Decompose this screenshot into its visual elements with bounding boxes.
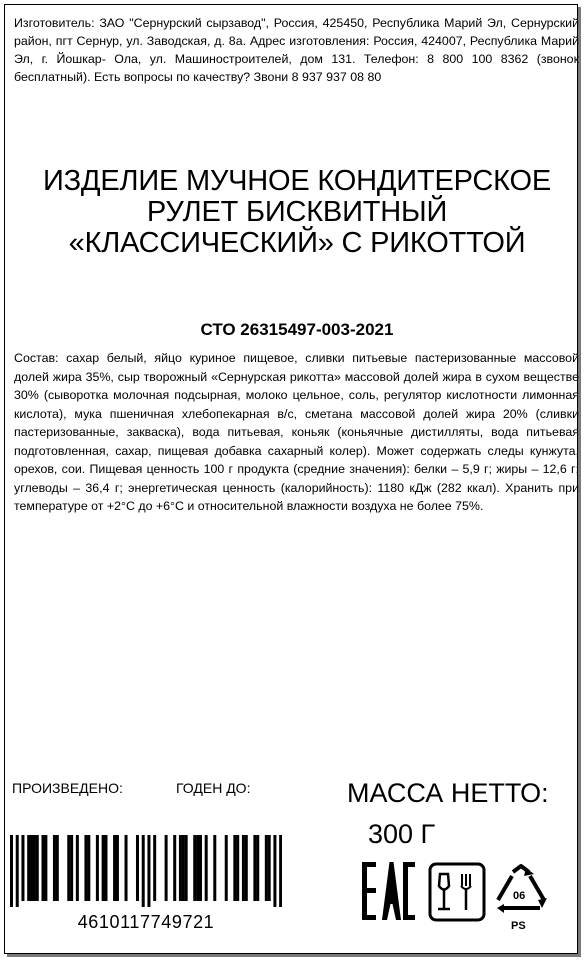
barcode-number: 4610117749721 bbox=[77, 912, 215, 932]
recycling-code: 06 bbox=[513, 890, 526, 902]
product-title bbox=[15, 166, 579, 259]
barcode-bar bbox=[70, 835, 73, 901]
barcode-bar bbox=[21, 835, 24, 901]
barcode-bar bbox=[36, 835, 39, 901]
barcode-bar bbox=[96, 835, 99, 901]
standard-code: СТО 26315497-003-2021 bbox=[200, 320, 394, 339]
product-title-line-2: РУЛЕТ БИСКВИТНЫЙ bbox=[146, 196, 448, 228]
barcode-bar bbox=[213, 835, 216, 901]
barcode-bar bbox=[84, 835, 87, 901]
barcode-bar bbox=[256, 835, 259, 901]
barcode-bar bbox=[76, 835, 79, 901]
barcode-bar bbox=[233, 835, 236, 901]
barcode-bar bbox=[116, 835, 119, 901]
manufacturer-info: Изготовитель: ЗАО "Сернурский сырзавод", Россия, 425450, Республика Марий Эл, Сернурский район, пгт Сернур, ул. Заводская, д. 8а. Адрес изготовления: Россия, 424007, Республика Марий Эл, г. Йошкар- Ола, ул. Машиностроителей, дом 131. Телефон: 8 800 100 8362 (звонок бесплатный). Есть вопросы по качеству? Звони 8 937 937 08 80 bbox=[14, 16, 579, 84]
composition-text: Состав: сахар белый, яйцо куриное пищевое, сливки питьевые пастеризованные массовой долей жира 35%, сыр творожный «Сернурская рикотта» массовой долей жира в сухом веществе 30% (сыворотка молочная подсырная, молоко цельное, соль, регулятор кислотности лимонная кислота), мука пшеничная хлебопекарная в/с, сметана массовой долей жира 20% (сливки пастеризованные, закваска), вода питьевая, коньяк (коньячные дистилляты, вода питьевая подготовленная, сахар, пищевая добавка сахарный колер). Может содержать следы кунжута, орехов, сои. Пищевая ценность 100 г продукта (средние значения): белки – 5,9 г; жиры – 12,6 г; углеводы – 36,4 г; энергетическая ценность (калорийность): 1180 кДж (282 ккал). Хранить при температуре от +2°C до +6°C и относительной влажности воздуха не более 75%. bbox=[14, 351, 579, 513]
barcode-bar bbox=[245, 835, 248, 901]
barcode-bar bbox=[268, 835, 271, 901]
barcode-bar bbox=[196, 835, 199, 901]
product-title-line-3: «КЛАССИЧЕСКИЙ» С РИКОТТОЙ bbox=[68, 227, 526, 259]
barcode-bar bbox=[185, 835, 188, 901]
best-before-label: ГОДЕН ДО: bbox=[176, 780, 251, 796]
barcode-bar bbox=[136, 835, 139, 901]
produced-date-label: ПРОИЗВЕДЕНО: bbox=[12, 780, 123, 796]
barcode-bar bbox=[253, 835, 256, 901]
barcode-bar bbox=[16, 835, 19, 907]
barcode-bar bbox=[265, 835, 268, 901]
product-label bbox=[4, 4, 578, 954]
barcode-bar bbox=[205, 835, 208, 901]
barcode-bar bbox=[33, 835, 36, 901]
barcode-bar bbox=[53, 835, 56, 901]
barcode-bar bbox=[153, 835, 156, 901]
net-weight-value: 300 Г bbox=[368, 819, 436, 849]
barcode-bar bbox=[273, 835, 276, 907]
barcode-bar bbox=[199, 835, 202, 901]
barcode-bar bbox=[67, 835, 70, 901]
barcode-bar bbox=[225, 835, 228, 901]
barcode-bar bbox=[87, 835, 90, 901]
net-weight-label: МАССА НЕТТО: bbox=[347, 778, 549, 808]
barcode-bar bbox=[125, 835, 128, 901]
barcode-bar bbox=[30, 835, 33, 901]
barcode-bar bbox=[242, 835, 245, 901]
barcode-bar bbox=[27, 835, 30, 901]
recycling-material: PS bbox=[511, 920, 526, 932]
barcode-bar bbox=[41, 835, 44, 901]
barcode-bar bbox=[142, 835, 145, 907]
barcode-bar bbox=[165, 835, 168, 901]
barcode-bar bbox=[56, 835, 59, 901]
barcode-bar bbox=[173, 835, 176, 901]
barcode-bar bbox=[193, 835, 196, 901]
food-contact-icon bbox=[428, 862, 486, 922]
eac-mark-icon bbox=[360, 860, 416, 922]
barcode-bar bbox=[104, 835, 107, 901]
barcode-bar bbox=[236, 835, 239, 901]
barcode-bar bbox=[44, 835, 47, 901]
barcode-bar bbox=[279, 835, 282, 907]
barcode-bar bbox=[10, 835, 13, 907]
product-title-line-1: ИЗДЕЛИЕ МУЧНОЕ КОНДИТЕРСКОЕ bbox=[42, 165, 552, 197]
barcode-bar bbox=[182, 835, 185, 901]
barcode-bar bbox=[179, 835, 182, 901]
barcode-bar bbox=[113, 835, 116, 901]
barcode-bar bbox=[102, 835, 105, 901]
barcode bbox=[10, 835, 282, 907]
barcode-bar bbox=[147, 835, 150, 907]
